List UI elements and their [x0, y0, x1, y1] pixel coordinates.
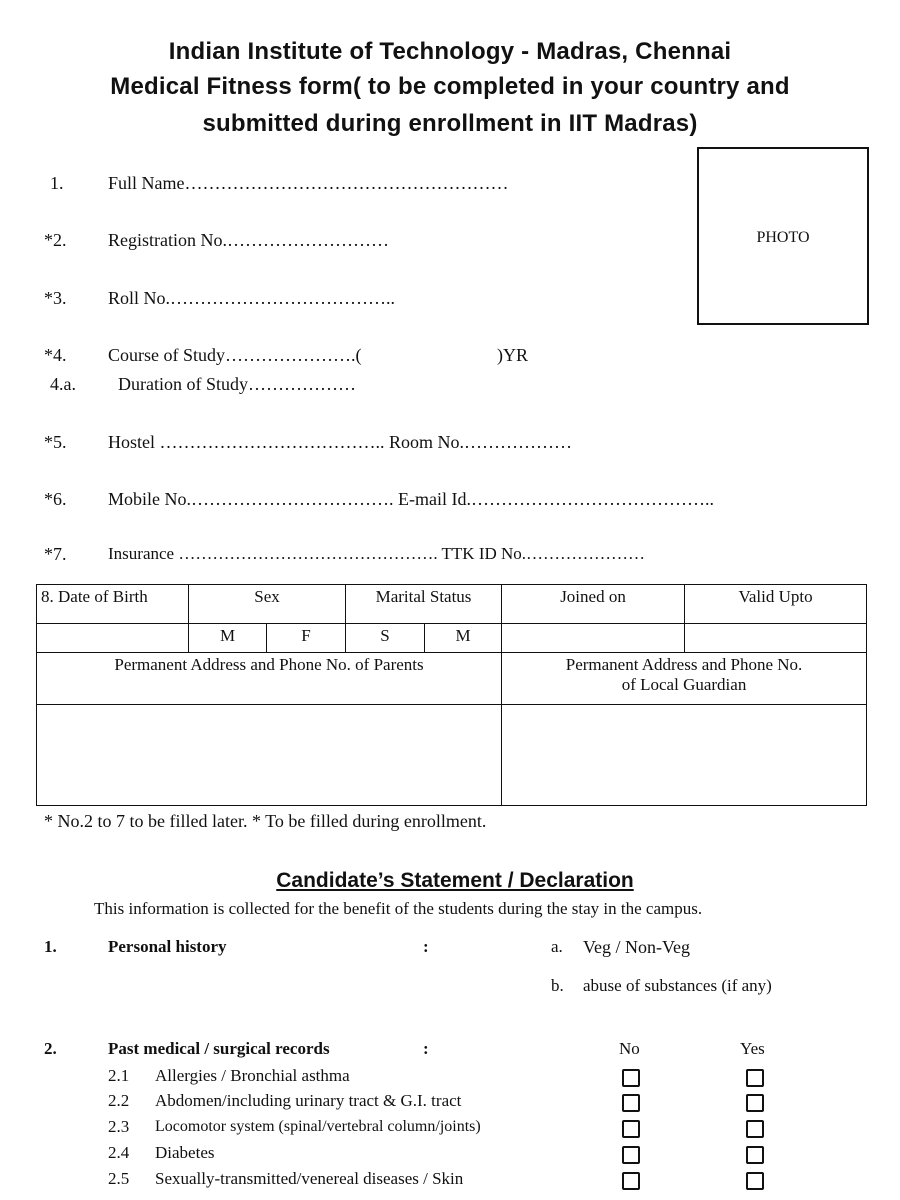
photo-label: PHOTO	[756, 229, 810, 246]
registration-no-field[interactable]: Registration No.………………………	[108, 230, 389, 250]
record-abdomen: Abdomen/including urinary tract & G.I. tract	[155, 1091, 462, 1110]
joined-on-cell[interactable]	[502, 624, 685, 653]
allergies-yes-checkbox[interactable]	[746, 1069, 764, 1087]
std-skin-no-checkbox[interactable]	[622, 1172, 640, 1190]
parents-address-cell[interactable]	[37, 705, 502, 806]
record-number: 2.2	[108, 1091, 130, 1110]
marital-married-option[interactable]: M	[425, 624, 502, 653]
std-skin-yes-checkbox[interactable]	[746, 1172, 764, 1190]
field-number: 1.	[50, 173, 64, 193]
duration-of-study-field[interactable]: Duration of Study………………	[118, 374, 356, 394]
mobile-email-field[interactable]: Mobile No.……………………………. E-mail Id.…………………………………..	[108, 489, 714, 509]
item-number: 2.	[44, 1039, 57, 1058]
form-title-line-1: Indian Institute of Technology - Madras, Chennai	[168, 38, 732, 65]
record-allergies: Allergies / Bronchial asthma	[155, 1066, 350, 1085]
record-number: 2.5	[108, 1169, 130, 1188]
record-diabetes: Diabetes	[155, 1143, 215, 1162]
form-title-line-2: Medical Fitness form( to be completed in your country and	[110, 73, 790, 100]
personal-history-label: Personal history	[108, 937, 227, 956]
field-number: *5.	[44, 432, 67, 452]
joined-on-header: Joined on	[502, 585, 685, 624]
guardian-address-cell[interactable]	[502, 705, 867, 806]
valid-upto-cell[interactable]	[685, 624, 867, 653]
personal-details-table	[36, 584, 867, 806]
marital-single-option[interactable]: S	[346, 624, 425, 653]
declaration-intro: This information is collected for the benefit of the students during the stay in the campus.	[94, 899, 703, 918]
hostel-room-field[interactable]: Hostel ……………………………….. Room No.………………	[108, 432, 573, 452]
record-locomotor: Locomotor system (spinal/vertebral column/joints)	[155, 1118, 481, 1135]
sex-male-option[interactable]: M	[189, 624, 267, 653]
field-number: *6.	[44, 489, 67, 509]
yes-column-header: Yes	[740, 1039, 765, 1058]
item-number: 1.	[44, 937, 57, 956]
locomotor-no-checkbox[interactable]	[622, 1120, 640, 1138]
abdomen-no-checkbox[interactable]	[622, 1094, 640, 1112]
valid-upto-header: Valid Upto	[685, 585, 867, 624]
colon: :	[423, 1039, 429, 1058]
option-marker: b.	[551, 976, 564, 995]
locomotor-yes-checkbox[interactable]	[746, 1120, 764, 1138]
record-std-skin: Sexually-transmitted/venereal diseases / Skin	[155, 1169, 464, 1188]
declaration-title	[5, 869, 900, 893]
field-number: *7.	[44, 544, 67, 564]
substance-abuse-option[interactable]: abuse of substances (if any)	[583, 976, 772, 995]
past-medical-records-label: Past medical / surgical records	[108, 1039, 330, 1058]
record-number: 2.1	[108, 1066, 130, 1085]
sex-female-option[interactable]: F	[267, 624, 346, 653]
record-number: 2.3	[108, 1117, 130, 1136]
form-title-line-3: submitted during enrollment in IIT Madras)	[202, 110, 698, 137]
parents-address-header: Permanent Address and Phone No. of Parents	[37, 653, 502, 705]
no-column-header: No	[619, 1039, 640, 1058]
field-number: *2.	[44, 230, 67, 250]
option-marker: a.	[551, 937, 563, 956]
declaration-title-text: Candidate’s Statement / Declaration	[276, 869, 634, 892]
course-of-study-field[interactable]: Course of Study………………….(	[108, 345, 362, 365]
field-number: 4.a.	[50, 374, 76, 394]
roll-no-field[interactable]: Roll No.………………………………..	[108, 288, 396, 308]
full-name-field[interactable]: Full Name………………………………………………	[108, 173, 509, 193]
course-year-label: )YR	[497, 345, 528, 365]
veg-nonveg-option[interactable]: Veg / Non-Veg	[583, 937, 690, 957]
dob-cell[interactable]	[37, 624, 189, 653]
photo-box[interactable]	[697, 147, 869, 325]
colon: :	[423, 937, 429, 956]
guardian-address-line-2: of Local Guardian	[621, 675, 747, 694]
insurance-ttk-field[interactable]: Insurance ………………………………………. TTK ID No.…………………	[108, 544, 646, 563]
sex-header: Sex	[189, 585, 346, 624]
guardian-address-header	[502, 653, 867, 705]
dob-header: 8. Date of Birth	[37, 585, 189, 624]
field-number: *4.	[44, 345, 67, 365]
record-number: 2.4	[108, 1143, 130, 1162]
guardian-address-line-1: Permanent Address and Phone No.	[565, 655, 803, 674]
footnote: * No.2 to 7 to be filled later. * To be filled during enrollment.	[44, 811, 487, 831]
diabetes-no-checkbox[interactable]	[622, 1146, 640, 1164]
marital-status-header: Marital Status	[346, 585, 502, 624]
field-number: *3.	[44, 288, 67, 308]
allergies-no-checkbox[interactable]	[622, 1069, 640, 1087]
abdomen-yes-checkbox[interactable]	[746, 1094, 764, 1112]
diabetes-yes-checkbox[interactable]	[746, 1146, 764, 1164]
